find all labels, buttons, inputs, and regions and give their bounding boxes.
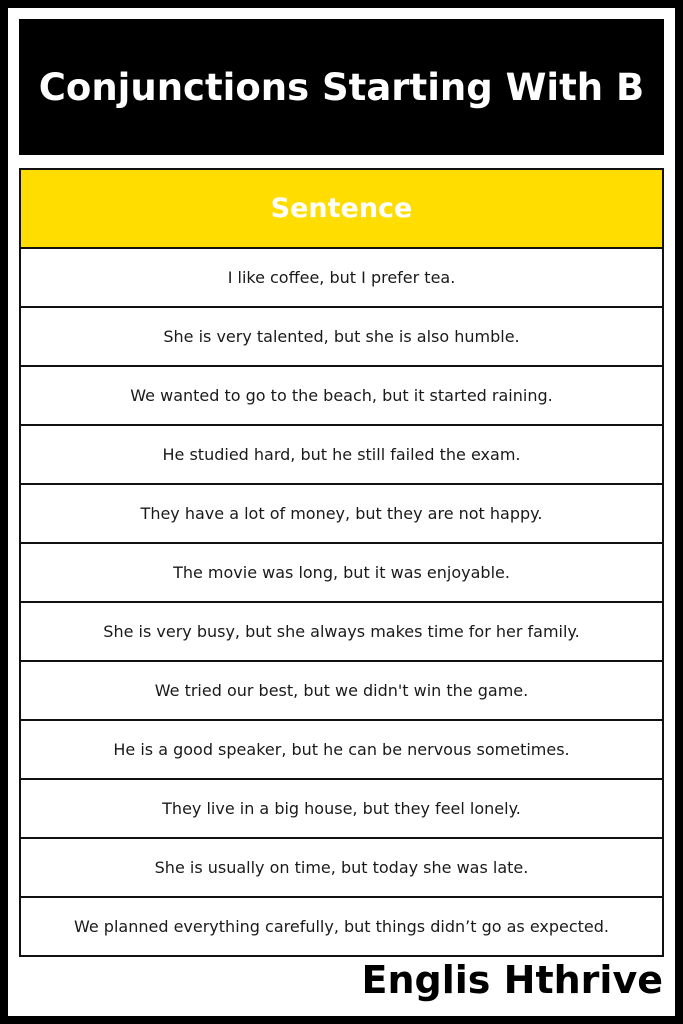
- table-row: [21, 603, 662, 662]
- table-row: [21, 485, 662, 544]
- sentence-cell: She is very talented, but she is also humble.: [163, 327, 520, 346]
- table-row: [21, 249, 662, 308]
- sentence-cell: The movie was long, but it was enjoyable.: [173, 563, 510, 582]
- sentence-cell: He studied hard, but he still failed the exam.: [162, 445, 521, 464]
- sentence-cell: I like coffee, but I prefer tea.: [227, 268, 456, 287]
- table-row: [21, 544, 662, 603]
- sentence-cell: She is very busy, but she always makes time for her family.: [103, 622, 580, 641]
- table-row: [21, 367, 662, 426]
- sentence-cell: They have a lot of money, but they are not happy.: [140, 504, 543, 523]
- table-row: [21, 308, 662, 367]
- brand-watermark: Englis Hthrive: [361, 958, 663, 1002]
- table-header: [21, 170, 662, 249]
- sentence-cell: They live in a big house, but they feel lonely.: [162, 799, 521, 818]
- sentence-cell: He is a good speaker, but he can be nervous sometimes.: [113, 740, 570, 759]
- table-row: [21, 721, 662, 780]
- title-banner: [19, 19, 664, 155]
- sentence-cell: We planned everything carefully, but things didn’t go as expected.: [73, 917, 610, 936]
- sentence-cell: She is usually on time, but today she was late.: [154, 858, 529, 877]
- table-row: [21, 839, 662, 898]
- sentence-table: [19, 168, 664, 957]
- table-row: [21, 780, 662, 839]
- sentence-cell: We wanted to go to the beach, but it started raining.: [130, 386, 553, 405]
- column-header-sentence: Sentence: [270, 193, 413, 224]
- table-row: [21, 662, 662, 721]
- sentence-cell: We tried our best, but we didn't win the game.: [154, 681, 529, 700]
- page-title: Conjunctions Starting With B: [38, 65, 645, 109]
- table-row: [21, 426, 662, 485]
- table-row: [21, 898, 662, 955]
